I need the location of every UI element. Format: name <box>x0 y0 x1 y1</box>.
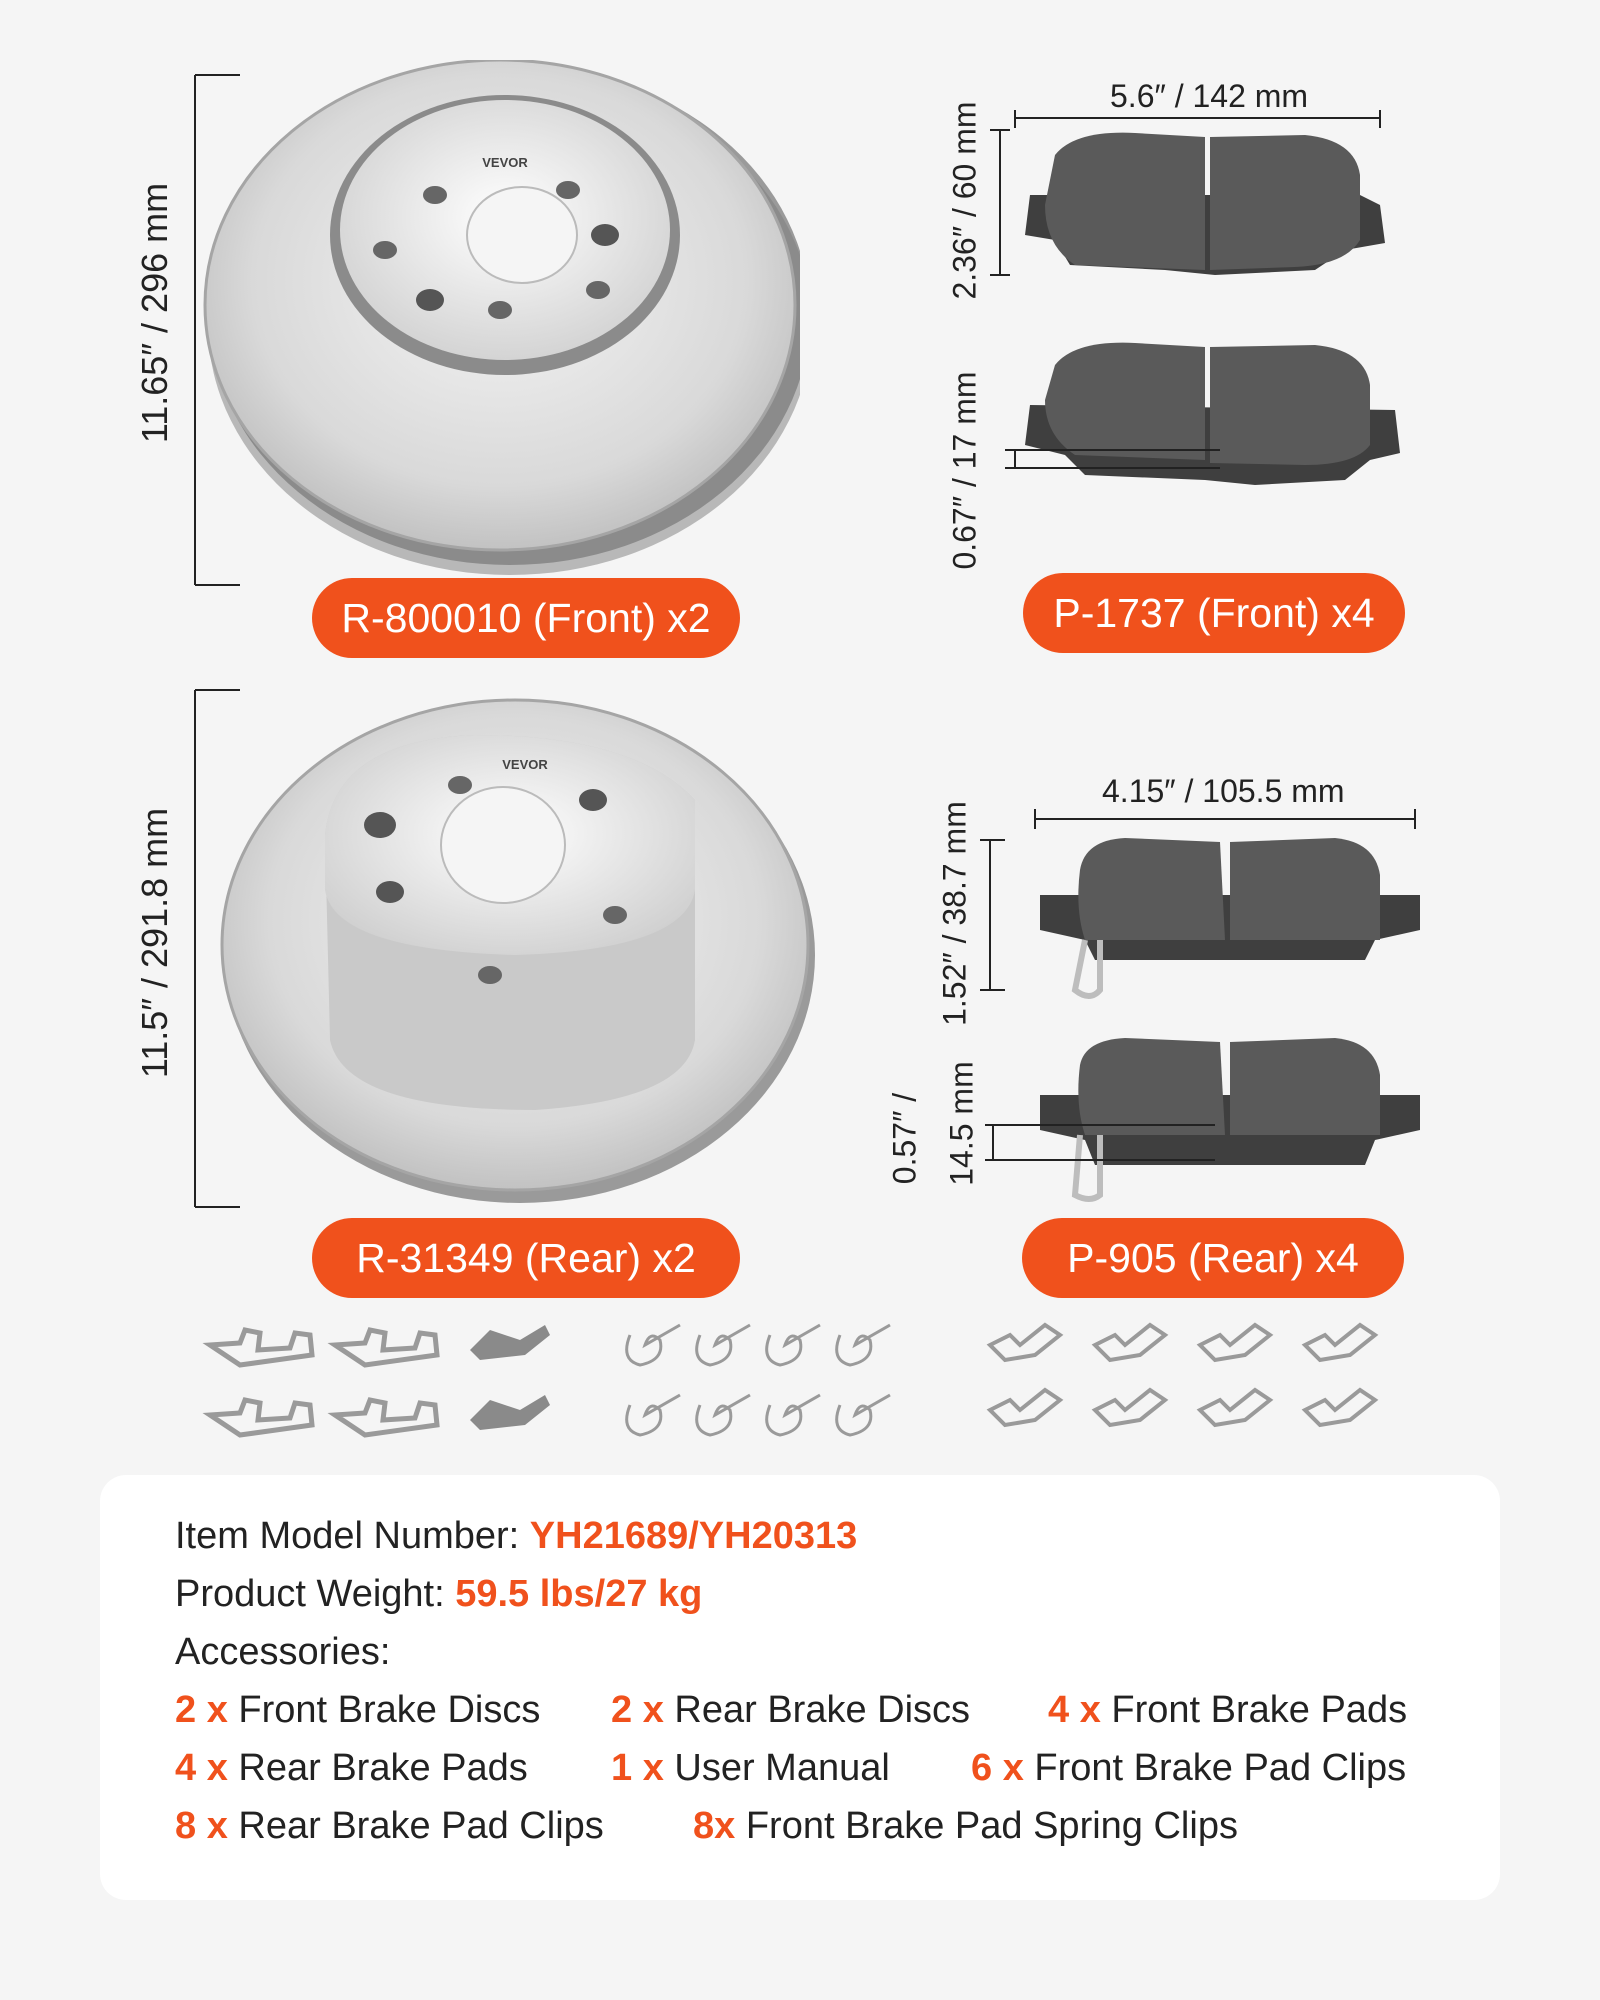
model-number-value: YH21689/YH20313 <box>529 1515 858 1557</box>
accessory-item: 2 x Rear Brake Discs <box>611 1689 971 1731</box>
rear-disc-label: R-31349 (Rear) x2 <box>312 1218 740 1298</box>
model-number-row <box>175 1515 857 1558</box>
rear-disc-height-line <box>170 685 245 1215</box>
front-brake-pad-clips-image <box>200 1315 560 1465</box>
front-pad-thickness: 0.67″ / 17 mm <box>946 371 983 570</box>
rear-pad-height-line <box>980 835 1020 995</box>
accessory-item: 6 x Front Brake Pad Clips <box>971 1747 1407 1789</box>
accessory-item: 2 x Front Brake Discs <box>175 1689 541 1731</box>
front-pad-height-line <box>985 125 1015 280</box>
accessory-item: 8 x Rear Brake Pad Clips <box>175 1805 604 1847</box>
spring-clips-image <box>620 1320 920 1440</box>
rear-brake-pad-clips-image <box>985 1315 1395 1435</box>
front-pad-width: 5.6″ / 142 mm <box>1110 78 1309 114</box>
rear-pad-thickness-line2: 14.5 mm <box>943 1061 980 1186</box>
accessory-item: 8x Front Brake Pad Spring Clips <box>693 1805 1238 1847</box>
rear-disc-dimension: 11.5″ / 291.8 mm <box>134 807 175 1079</box>
front-pad-image <box>1015 125 1395 285</box>
rear-pad-thickness-line1: 0.57″ / <box>886 1092 923 1185</box>
product-weight-row <box>175 1573 702 1616</box>
front-pad-height: 2.36″ / 60 mm <box>946 101 983 300</box>
accessory-item: 1 x User Manual <box>611 1747 890 1789</box>
front-disc-image <box>200 60 800 580</box>
front-disc-label: R-800010 (Front) x2 <box>312 578 740 658</box>
accessory-item: 4 x Rear Brake Pads <box>175 1747 528 1789</box>
rear-disc-brand: VEVOR <box>502 757 548 772</box>
rear-pad-width: 4.15″ / 105.5 mm <box>1102 773 1345 809</box>
front-disc-brand: VEVOR <box>482 155 528 170</box>
rear-pad-thickness-line <box>985 1120 1220 1170</box>
front-pad-thickness-line <box>1005 445 1225 475</box>
specs-panel <box>100 1475 1500 1900</box>
front-pad-label: P-1737 (Front) x4 <box>1023 573 1405 653</box>
rear-disc-image <box>215 690 815 1215</box>
model-number-label: Item Model Number: <box>175 1515 520 1557</box>
accessories-heading: Accessories: <box>175 1631 391 1673</box>
product-weight-label: Product Weight: <box>175 1573 445 1615</box>
rear-pad-image <box>1035 830 1425 1005</box>
front-disc-dimension: 11.65″ / 296 mm <box>134 182 175 444</box>
front-disc-height-line <box>170 70 245 590</box>
rear-pad-label: P-905 (Rear) x4 <box>1022 1218 1404 1298</box>
rear-pad-height: 1.52″ / 38.7 mm <box>936 801 973 1026</box>
accessory-item: 4 x Front Brake Pads <box>1048 1689 1408 1731</box>
product-weight-value: 59.5 lbs/27 kg <box>455 1573 703 1615</box>
